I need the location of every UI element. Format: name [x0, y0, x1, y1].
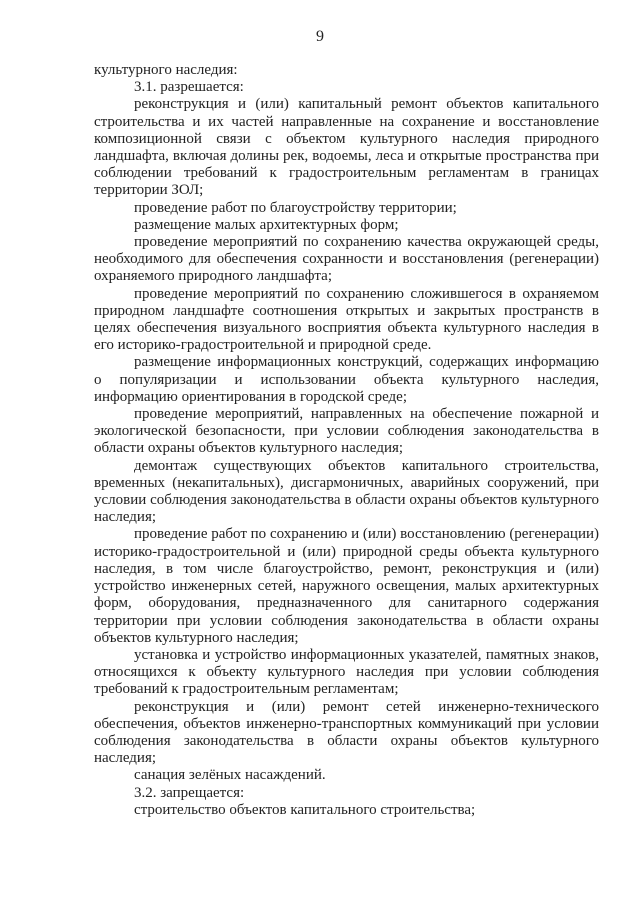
paragraph: реконструкция и (или) капитальный ремонт объектов капитального строительства и их частей направленные на сохранение и восстановление композиционной связи с объектом культурного наследия природного ландшафта, включая долины рек, водоемы, леса и открытые пространства при соблюдении требований к градостроительным регламентам в границах территории ЗОЛ; — [94, 96, 599, 199]
paragraph: размещение малых архитектурных форм; — [134, 216, 399, 233]
paragraph: демонтаж существующих объектов капитального строительства, временных (некапитальных), дисгармоничных, аварийных сооружений, при условии соблюдения законодательства в области охраны объектов культурного наследия; — [94, 457, 599, 526]
paragraph: санация зелёных насаждений. — [134, 767, 326, 784]
page-number: 9 — [316, 28, 324, 45]
paragraph: реконструкция и (или) ремонт сетей инженерно-технического обеспечения, объектов инженерно-транспортных коммуникаций при условии соблюдения законодательства в области охраны объектов культурного наследия; — [94, 698, 599, 767]
paragraph: 3.2. запрещается: — [134, 784, 245, 801]
paragraph: проведение работ по сохранению и (или) восстановлению (регенерации) историко-градостроительной и (или) природной среды объекта культурного наследия, в том числе благоустройство, ремонт, реконструкция и (или) устройство инженерных сетей, наружного освещения, малых архитектурных форм, оборудования, предназначенного для санитарного содержания территории при условии соблюдения законодательства в области охраны объектов культурного наследия; — [94, 526, 599, 646]
paragraph: размещение информационных конструкций, содержащих информацию о популяризации и использовании объекта культурного наследия, информацию ориентирования в городской среде; — [94, 354, 599, 405]
paragraph: проведение работ по благоустройству территории; — [134, 199, 457, 216]
paragraph: строительство объектов капитального строительства; — [134, 801, 476, 818]
paragraph: проведение мероприятий по сохранению сложившегося в охраняемом природном ландшафте соотношения открытых и закрытых пространств в целях обеспечения визуального восприятия объекта культурного наследия в его историко-градостроительной и природной среде. — [94, 285, 599, 354]
paragraph: проведение мероприятий по сохранению качества окружающей среды, необходимого для обеспечения сохранности и восстановления (регенерации) охраняемого природного ландшафта; — [94, 234, 599, 285]
paragraph: установка и устройство информационных указателей, памятных знаков, относящихся к объекту культурного наследия при условии соблюдения требований к градостроительным регламентам; — [94, 646, 599, 698]
paragraph: культурного наследия: — [94, 62, 238, 78]
document-body — [94, 62, 599, 819]
paragraph: проведение мероприятий, направленных на обеспечение пожарной и экологической безопасности, при условии соблюдения законодательства в области охраны объектов культурного наследия; — [94, 406, 599, 457]
paragraph: 3.1. разрешается: — [134, 79, 244, 96]
